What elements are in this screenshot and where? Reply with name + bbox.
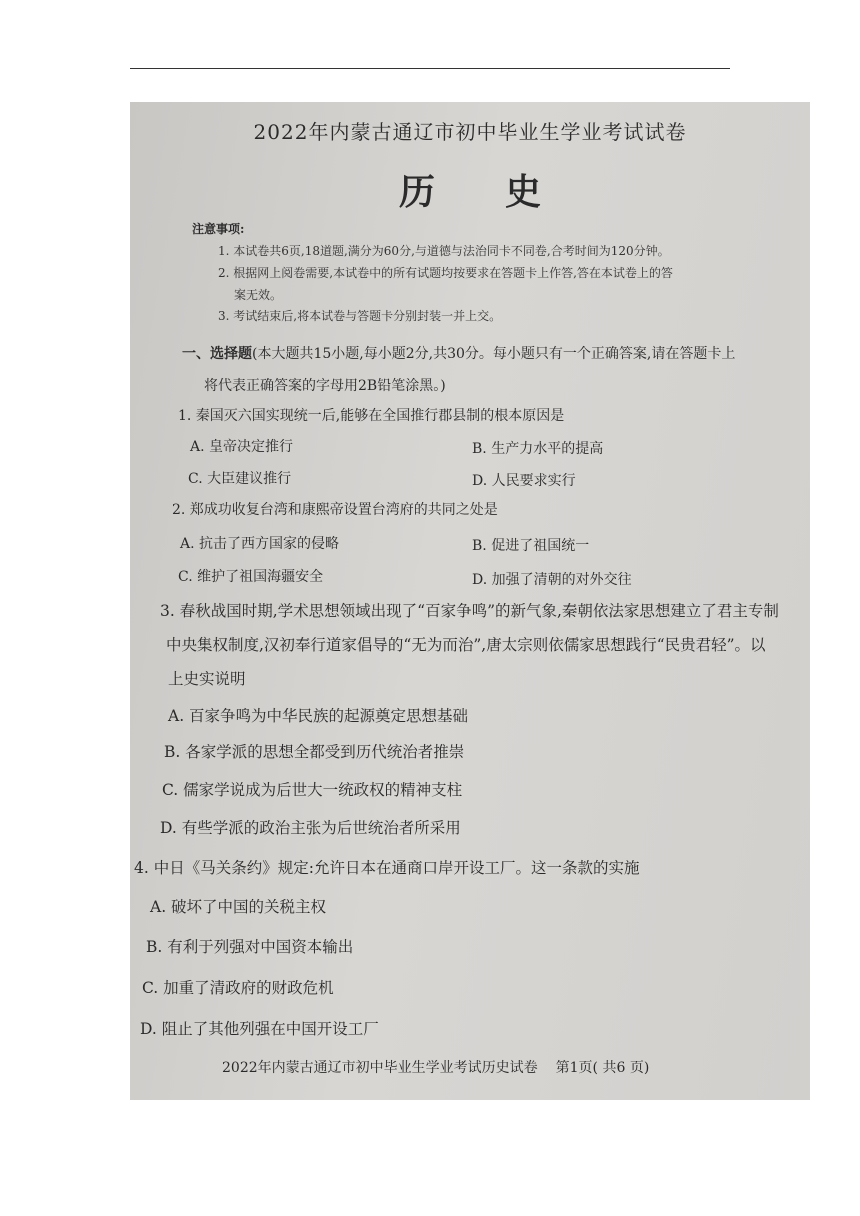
question-stem: 2. 郑成功收复台湾和康熙帝设置台湾府的共同之处是 [172,502,498,518]
question-option: D. 加强了清朝的对外交往 [472,572,632,588]
exam-title: 2022年内蒙古通辽市初中毕业生学业考试试卷 [253,120,687,144]
section-desc: (本大题共15小题,每小题2分,共30分。每小题只有一个正确答案,请在答题卡上 [252,346,736,362]
exam-page-photo [130,102,810,1100]
question-stem: 1. 秦国灭六国实现统一后,能够在全国推行郡县制的根本原因是 [178,408,565,424]
section-title: 一、选择题 [182,346,252,362]
top-rule [130,68,730,69]
question-option: D. 有些学派的政治主张为后世统治者所采用 [160,819,461,837]
question-option: C. 加重了清政府的财政危机 [142,979,334,997]
question-option: A. 破坏了中国的关税主权 [150,898,327,916]
exam-subject: 历史 [398,171,611,213]
footer-exam-name: 2022年内蒙古通辽市初中毕业生学业考试历史试卷 [222,1060,538,1076]
page-footer [222,1057,649,1077]
section-desc-cont: 将代表正确答案的字母用2B铅笔涂黑。) [204,378,446,394]
question-option: A. 皇帝决定推行 [190,439,294,455]
notice-heading: 注意事项: [192,222,245,236]
question-stem: 上史实说明 [168,670,246,688]
question-option: C. 维护了祖国海疆安全 [178,569,324,585]
notice-item: 案无效。 [234,288,283,302]
question-stem: 中央集权制度,汉初奉行道家倡导的“无为而治”,唐太宗则依儒家思想践行“民贵君轻”。以 [166,636,766,654]
question-option: C. 儒家学说成为后世大一统政权的精神支柱 [162,781,463,799]
question-option: D. 人民要求实行 [472,473,576,489]
notice-item: 3. 考试结束后,将本试卷与答题卡分别封装一并上交。 [218,309,502,323]
question-stem: 4. 中日《马关条约》规定:允许日本在通商口岸开设工厂。这一条款的实施 [134,859,640,877]
question-option: C. 大臣建议推行 [188,471,292,487]
question-option: A. 百家争鸣为中华民族的起源奠定思想基础 [168,707,469,725]
question-option: B. 有利于列强对中国资本输出 [146,938,354,956]
question-option: B. 各家学派的思想全都受到历代统治者推崇 [164,743,465,761]
question-option: B. 促进了祖国统一 [472,538,590,554]
question-option: D. 阻止了其他列强在中国开设工厂 [140,1020,379,1038]
footer-page-info: 第1页( 共6 页) [555,1060,650,1076]
question-option: B. 生产力水平的提高 [472,441,604,457]
notice-item: 2. 根据网上阅卷需要,本试卷中的所有试题均按要求在答题卡上作答,答在本试卷上的答 [218,266,673,280]
notice-item: 1. 本试卷共6页,18道题,满分为60分,与道德与法治同卡不同卷,合考时间为120分钟。 [218,244,670,258]
question-stem: 3. 春秋战国时期,学术思想领域出现了“百家争鸣”的新气象,秦朝依法家思想建立了君主专制 [160,602,779,620]
question-option: A. 抗击了西方国家的侵略 [180,536,340,552]
section-heading [182,343,735,363]
